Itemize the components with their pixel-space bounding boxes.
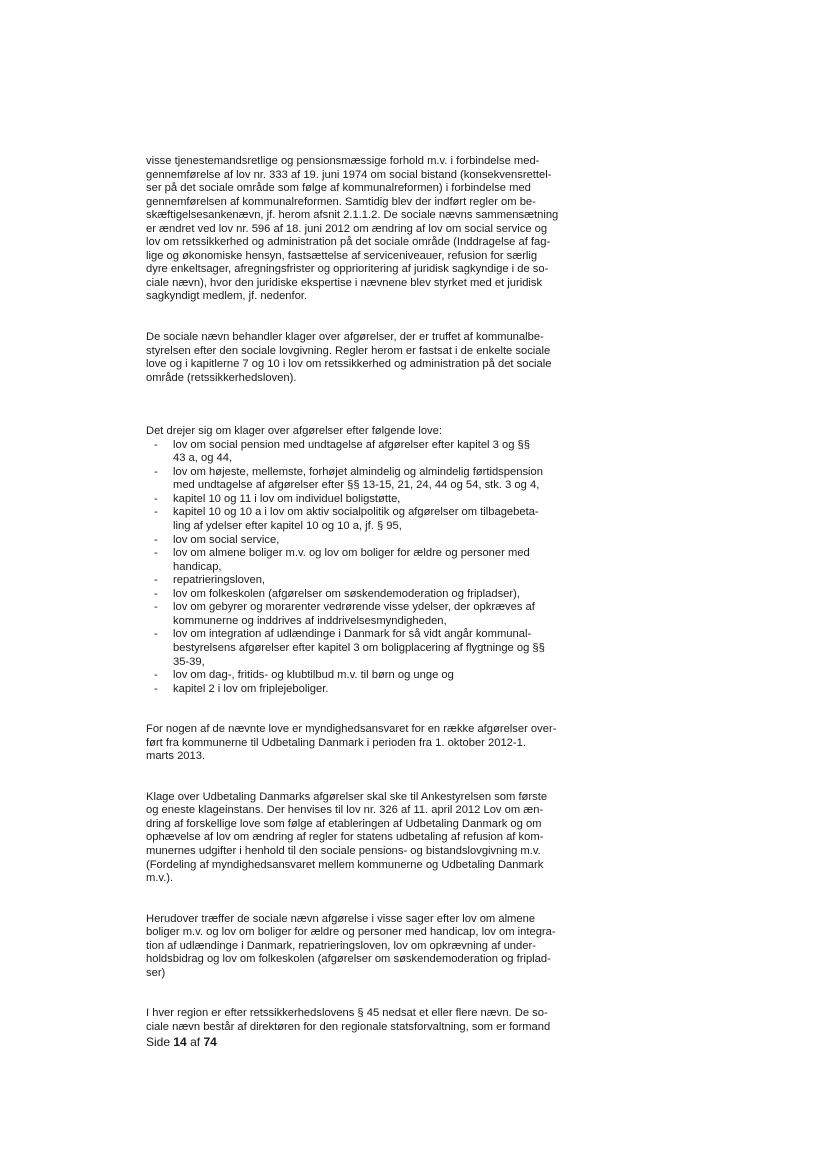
list-item: [146, 534, 666, 548]
text-line: - lov om social service,: [173, 533, 280, 546]
list-item: [146, 439, 666, 466]
text-line: tion af udlændinge i Danmark, repatrieringsloven, lov om opkrævning af under-: [146, 939, 536, 952]
text-line: gennemførelse af lov nr. 333 af 19. juni 1974 om social bistand (konsekvensrettel-: [146, 168, 552, 181]
page-total: 74: [203, 1035, 217, 1049]
page-footer: [146, 1035, 217, 1049]
page-label: Side: [146, 1035, 171, 1049]
text-line: visse tjenestemandsretlige og pensionsmæssige forhold m.v. i forbindelse med-: [146, 155, 540, 167]
page-number: 14: [173, 1035, 187, 1049]
text-line: - repatrieringsloven,: [173, 574, 266, 587]
text-line: styrelsen efter den sociale lovgivning. Regler herom er fastsat i de enkelte sociale: [146, 344, 551, 357]
body-text: [146, 155, 666, 1034]
list-item: [146, 574, 666, 588]
text-line: sagkyndigt medlem, jf. nedenfor.: [146, 290, 308, 303]
text-line: (Fordeling af myndighedsansvaret mellem kommunerne og Udbetaling Danmark: [146, 858, 544, 871]
paragraph-1: [146, 155, 666, 304]
text-line: bestyrelsens afgørelser efter kapitel 3 om boligplacering af flygtninge og §§: [173, 641, 545, 654]
text-line: - lov om social pension med undtagelse af afgørelser efter kapitel 3 og §§: [173, 438, 530, 451]
text-line: område (retssikkerhedsloven).: [146, 371, 297, 384]
paragraph-4: [146, 791, 666, 886]
text-line: - kapitel 2 i lov om friplejeboliger.: [173, 682, 329, 695]
text-line: lige og økonomiske hensyn, fastsættelse af serviceniveauer, refusion for særlig: [146, 249, 538, 262]
text-line: og eneste klageinstans. Der henvises til lov nr. 326 af 11. april 2012 Lov om æn-: [146, 804, 544, 817]
text-line: munernes udgifter i henhold til den sociale pensions- og bistandslovgivning m.v.: [146, 844, 541, 857]
list-item: [146, 601, 666, 628]
text-line: 35-39,: [173, 655, 205, 668]
text-line: - lov om almene boliger m.v. og lov om boliger for ældre og personer med: [173, 547, 530, 560]
text-line: - lov om integration af udlændinge i Danmark for så vidt angår kommunal-: [173, 628, 532, 641]
list-item: [146, 506, 666, 533]
text-line: - lov om højeste, mellemste, forhøjet almindelig og almindelig førtidspension: [173, 465, 543, 478]
list-item: [146, 547, 666, 574]
text-line: gennemførelsen af kommunalreformen. Samtidig blev der indført regler om be-: [146, 195, 536, 208]
text-line: ciale nævn består af direktøren for den regionale statsforvaltning, som er formand: [146, 1020, 551, 1033]
text-line: dring af forskellige love som følge af etableringen af Udbetaling Danmark og om: [146, 817, 542, 830]
text-line: marts 2013.: [146, 750, 206, 763]
text-line: - lov om dag-, fritids- og klubtilbud m.v. til børn og unge og: [173, 669, 454, 682]
text-line: kommunerne og inddrives af inddrivelsesmyndigheden,: [173, 614, 447, 627]
text-line: ser på det sociale område som følge af kommunalreformen) i forbindelse med: [146, 182, 531, 195]
list-item: [146, 466, 666, 493]
text-line: I hver region er efter retssikkerhedslovens § 45 nedsat et eller flere nævn. De so-: [146, 1007, 548, 1020]
paragraph-3: [146, 723, 666, 764]
text-line: love og i kapitlerne 7 og 10 i lov om retssikkerhed og administration på det sociale: [146, 358, 552, 371]
list-intro: Det drejer sig om klager over afgørelser efter følgende love:: [146, 425, 442, 438]
text-line: ciale nævn), hvor den juridiske ekspertise i nævnene blev styrket med et juridisk: [146, 276, 543, 289]
text-line: For nogen af de nævnte love er myndighedsansvaret for en række afgørelser over-: [146, 723, 557, 736]
list-item: [146, 683, 666, 697]
text-line: dyre enkeltsager, afregningsfrister og opprioritering af juridisk sagkyndige i de so-: [146, 263, 549, 276]
text-line: - lov om gebyrer og morarenter vedrørende visse ydelser, der opkræves af: [173, 601, 535, 614]
text-line: ling af ydelser efter kapitel 10 og 10 a, jf. § 95,: [173, 520, 402, 533]
text-line: lov om retssikkerhed og administration på det sociale område (Inddragelse af fag-: [146, 236, 551, 249]
page-of-label: af: [190, 1035, 201, 1049]
text-line: handicap,: [173, 560, 222, 573]
text-line: skæftigelsesankenævn, jf. herom afsnit 2.1.1.2. De sociale nævns sammensætning: [146, 209, 559, 222]
text-line: ophævelse af lov om ændring af regler for statens udbetaling af refusion af kom-: [146, 831, 544, 844]
text-line: - kapitel 10 og 11 i lov om individuel boligstøtte,: [173, 492, 401, 505]
list-item: [146, 669, 666, 683]
paragraph-5: [146, 913, 666, 981]
text-line: De sociale nævn behandler klager over afgørelser, der er truffet af kommunalbe-: [146, 331, 544, 344]
text-line: m.v.).: [146, 872, 174, 885]
text-line: 43 a, og 44,: [173, 452, 233, 465]
list-item: [146, 628, 666, 669]
text-line: holdsbidrag og lov om folkeskolen (afgørelser om søskendemoderation og friplad-: [146, 953, 551, 966]
text-line: er ændret ved lov nr. 596 af 18. juni 2012 om ændring af lov om social service og: [146, 222, 548, 235]
text-line: ser): [146, 966, 166, 979]
text-line: boliger m.v. og lov om boliger for ældre og personer med handicap, lov om integra-: [146, 926, 556, 939]
law-list: [146, 439, 666, 696]
paragraph-2: [146, 331, 666, 385]
list-item: [146, 588, 666, 602]
text-line: Herudover træffer de sociale nævn afgørelse i visse sager efter lov om almene: [146, 912, 536, 925]
text-line: - kapitel 10 og 10 a i lov om aktiv socialpolitik og afgørelser om tilbagebeta-: [173, 506, 539, 519]
list-item: [146, 493, 666, 507]
text-line: med undtagelse af afgørelser efter §§ 13-15, 21, 24, 44 og 54, stk. 3 og 4,: [173, 479, 540, 492]
text-line: - lov om folkeskolen (afgørelser om søskendemoderation og fripladser),: [173, 587, 520, 600]
text-line: Klage over Udbetaling Danmarks afgørelser skal ske til Ankestyrelsen som første: [146, 790, 548, 803]
paragraph-6: [146, 1007, 666, 1034]
text-line: ført fra kommunerne til Udbetaling Danmark i perioden fra 1. oktober 2012-1.: [146, 736, 526, 749]
